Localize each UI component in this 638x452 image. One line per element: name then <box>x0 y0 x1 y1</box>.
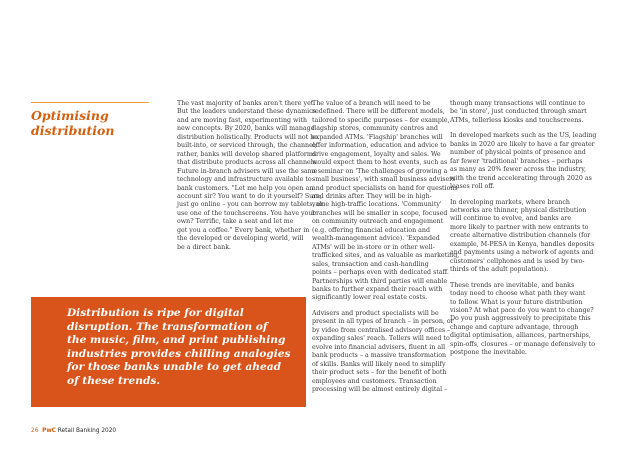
text-line: wealth-management advice). 'Expanded <box>312 235 440 243</box>
text-line: distribution holistically. Products will not be <box>177 133 318 141</box>
text-line: Advisers and product specialists will be <box>312 309 439 317</box>
text-line: use one of the touchscreens. You have your <box>177 209 316 217</box>
brand-name: PwC <box>42 428 56 434</box>
text-line: of these trends. <box>67 374 161 387</box>
text-line: trafficked sites, and as valuable as marketing, <box>312 252 460 260</box>
text-line: new concepts. By 2020, banks will manage <box>177 125 315 133</box>
text-line: employees and customers. Transaction <box>312 377 437 385</box>
text-line: example, M-PESA in Kenya, handles deposits <box>450 240 595 248</box>
text-line: flagship stores, community centres and <box>312 125 438 133</box>
text-line: Partnerships with third parties will enable <box>312 277 448 285</box>
text-line: The vast majority of banks aren't there yet. <box>177 100 316 107</box>
text-line: ATMs' will be in-store or in other well- <box>312 243 435 251</box>
text-line: just go online – you can borrow my tablets, or <box>177 201 324 209</box>
text-line: with the trend accelerating through 2020 as <box>450 174 592 182</box>
text-line: networks are thinner, physical distribution <box>450 206 587 214</box>
text-line: expanding sales' reach. Tellers will need to <box>312 335 450 343</box>
text-line: today need to choose what path they want <box>450 290 586 298</box>
text-line: be a direct bank. <box>177 243 232 251</box>
text-line: rather, banks will develop shared platforms <box>177 150 317 158</box>
text-line: will continue to evolve, and banks are <box>450 215 572 223</box>
text-line: own? Terrific, take a seat and let me <box>177 218 294 226</box>
text-line: In developing markets, where branch <box>450 198 570 206</box>
page-number: 26 <box>31 428 39 434</box>
text-column-3 <box>450 100 600 358</box>
text-line: processing will be almost entirely digital – <box>312 385 448 393</box>
text-line: be 'in store', just conducted through smart <box>450 108 587 116</box>
pull-quote-text <box>67 307 299 388</box>
text-line: spin-offs, closures – or manage defensively to <box>450 340 596 348</box>
text-line: far fewer 'traditional' branches – perhaps <box>450 157 583 165</box>
paragraph-gap <box>312 303 446 310</box>
text-line: customers' cellphones and is used by two- <box>450 257 585 265</box>
text-line: drive engagement, loyalty and sales. We <box>312 150 441 158</box>
text-line: vision? At what pace do you want to change? <box>450 306 594 314</box>
text-line: more likely to partner with new entrants to <box>450 223 589 231</box>
text-line: postpone the inevitable. <box>450 349 527 357</box>
paragraph-gap <box>450 125 600 132</box>
text-line: These trends are inevitable, and banks <box>450 281 575 289</box>
text-column-2 <box>312 100 460 394</box>
heading-line: Optimising <box>31 108 109 123</box>
text-line: digital optimisation, alliances, partnerships, <box>450 332 591 340</box>
text-line: on community outreach and engagement <box>312 218 444 226</box>
text-line: bank customers. "Let me help you open an <box>177 184 314 192</box>
text-line: and payments using a network of agents and <box>450 249 594 257</box>
publication-title: Retail Banking 2020 <box>57 428 117 434</box>
text-line: banks to further expand their reach with <box>312 285 443 293</box>
text-line: present in all types of branch – in person, or <box>312 318 454 326</box>
heading-rule <box>31 102 149 103</box>
paragraph-gap <box>450 275 600 282</box>
text-line: Distribution is ripe for digital <box>67 307 244 319</box>
text-line: to follow. What is your future distribution <box>450 298 583 306</box>
text-line: thirds of the adult population). <box>450 266 549 274</box>
text-line: tailored to specific purposes – for example, <box>312 116 450 124</box>
text-line: value high-traffic locations. 'Community' <box>312 201 442 209</box>
text-line: offer information, education and advice to <box>312 142 447 150</box>
text-line: banks in 2020 are likely to have a far greater <box>450 140 595 148</box>
text-line: The value of a branch will need to be <box>312 100 431 107</box>
page-footer <box>31 427 116 435</box>
text-line: create alternative distribution channels (for <box>450 232 591 240</box>
heading-line: distribution <box>31 123 115 138</box>
text-line: ATMs, tellerless kiosks and touchscreens. <box>450 116 584 124</box>
text-column-1 <box>177 100 324 252</box>
text-line: change and capture advantage, through <box>450 323 579 331</box>
text-line: their product sets – for the benefit of both <box>312 369 447 377</box>
text-line: technology and infrastructure available to <box>177 176 312 184</box>
text-line: and drinks after. They will be in high- <box>312 192 432 200</box>
text-line: points – perhaps even with dedicated staff. <box>312 269 449 277</box>
text-line: would expect them to host events, such as <box>312 159 448 167</box>
paragraph-gap <box>450 192 600 199</box>
text-line: number of physical points of presence and <box>450 149 586 157</box>
text-line: the music, film, and print publishing <box>67 334 286 346</box>
text-line: small business', with small business advisers <box>312 176 456 184</box>
text-line: account sir? You want to do it yourself? Sure, <box>177 192 322 200</box>
pull-quote-box <box>31 297 306 407</box>
section-heading <box>31 108 161 138</box>
text-line: disruption. The transformation of <box>67 320 268 333</box>
text-line: industries provides chilling analogies <box>67 347 291 360</box>
text-line: as many as 20% fewer across the industry, <box>450 166 587 174</box>
text-line: for those banks unable to get ahead <box>67 361 281 373</box>
text-line: branches will be smaller in scope, focused <box>312 209 448 217</box>
text-line: Do you push aggressively to precipitate this <box>450 315 591 323</box>
text-line: though many transactions will continue to <box>450 100 585 107</box>
text-line: redefined. There will be different models, <box>312 108 445 116</box>
text-line: significantly lower real estate costs. <box>312 294 428 302</box>
text-line: sales, transaction and cash-handling <box>312 260 429 268</box>
text-line: bank products – a massive transformation <box>312 352 447 360</box>
text-line: that distribute products across all channels. <box>177 159 319 167</box>
text-line: get you a coffee." Every bank, whether in <box>177 226 310 234</box>
text-line: Future in-branch advisers will use the same <box>177 167 318 175</box>
text-line: (e.g. offering financial education and <box>312 226 431 234</box>
text-line: expanded ATMs. 'Flagship' branches will <box>312 133 443 141</box>
text-line: But the leaders understand these dynamics <box>177 108 316 116</box>
text-line: built-into, or serviced through, the channel; <box>177 142 317 150</box>
text-line: a seminar on 'The challenges of growing a <box>312 167 448 175</box>
text-line: evolve into financial advisers, fluent in all <box>312 343 446 351</box>
text-line: by video from centralised advisory offices – <box>312 326 451 334</box>
text-line: and product specialists on hand for questions <box>312 184 458 192</box>
text-line: and are moving fast, experimenting with <box>177 116 308 124</box>
text-line: of skills. Banks will likely need to simplify <box>312 360 446 368</box>
text-line: In developed markets such as the US, leading <box>450 132 597 140</box>
text-line: the developed or developing world, will <box>177 235 304 243</box>
text-line: leases roll off. <box>450 183 495 191</box>
